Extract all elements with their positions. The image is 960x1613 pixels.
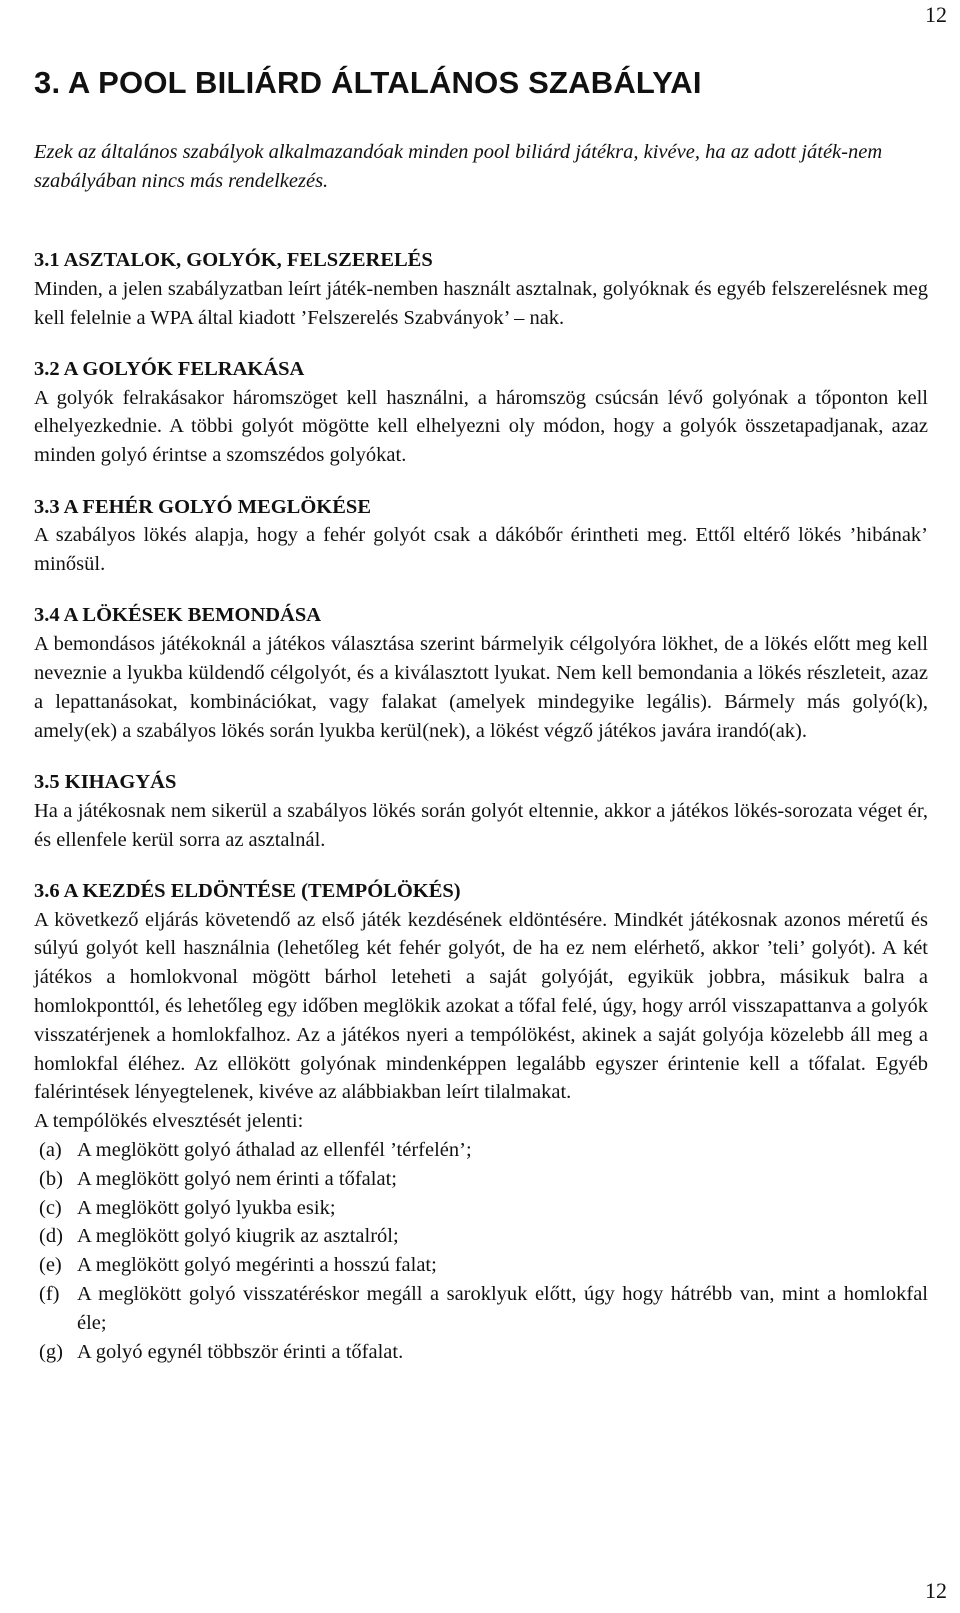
list-item-text: A golyó egynél többször érinti a tőfalat. [77,1340,404,1363]
loss-list [34,1136,928,1366]
list-marker: (g) [39,1340,63,1363]
section-heading: 3.6 A KEZDÉS ELDÖNTÉSE (TEMPÓLÖKÉS) [34,879,461,902]
list-marker: (e) [39,1254,62,1277]
list-item-text: A meglökött golyó lyukba esik; [77,1196,336,1219]
section-3-4 [34,601,928,745]
section-heading: 3.5 KIHAGYÁS [34,770,177,793]
section-text: A golyók felrakásakor háromszöget kell használni, a háromszög csúcsán lévő golyónak a tőponton kell elhelyezkednie. A többi golyót mögötte kell elhelyezni oly módon, hogy a golyók összetapadjanak, azaz minden golyó érintse a szomszédos golyókat. [34,386,928,467]
list-marker: (f) [39,1283,60,1305]
section-text: Minden, a jelen szabályzatban leírt játék-nemben használt asztalnak, golyóknak és egyéb felszerelésnek meg kell felelnie a WPA által kiadott ’Felszerelés Szabványok’ – nak. [34,277,928,329]
section-3-6 [34,877,928,1367]
loss-list-intro: A tempólökés elvesztését jelenti: [34,1110,304,1133]
section-heading: 3.4 A LÖKÉSEK BEMONDÁSA [34,604,322,627]
list-item-text: A meglökött golyó visszatéréskor megáll a saroklyuk előtt, úgy hogy hátrébb van, mint a homlokfal éle; [77,1283,928,1334]
list-item-text: A meglökött golyó kiugrik az asztalról; [77,1225,399,1248]
list-item [34,1222,928,1251]
list-marker: (d) [39,1225,63,1248]
page-title: 3. A POOL BILIÁRD ÁLTALÁNOS SZABÁLYAI [34,65,702,100]
section-text: A bemondásos játékoknál a játékos választása szerint bármelyik célgolyóra lökhet, de a lökés előtt meg kell neveznie a lyukba küldendő célgolyót, és a kiválasztott lyukat. Nem kell bemondania a lökés részleteit, azaz a lepattanásokat, kombinációkat, vagy falakat (amelyek mindegyike legális). Bármely más golyó(k), amely(ek) a szabályos lökés során lyukba kerül(nek), a lökést végző játékos javára irandó(ak). [34,633,928,742]
section-3-5 [34,768,928,854]
list-item-text: A meglökött golyó nem érinti a tőfalat; [77,1167,397,1190]
list-item-text: A meglökött golyó megérinti a hosszú falat; [77,1254,437,1277]
list-item [34,1280,928,1338]
intro-paragraph: Ezek az általános szabályok alkalmazandóak minden pool biliárd játékra, kivéve, ha az adott játék-nem szabályában nincs más rendelkezés. [34,141,883,192]
section-3-3 [34,493,928,579]
section-text: Ha a játékosnak nem sikerül a szabályos lökés során golyót eltennie, akkor a játékos lökés-sorozata véget ér, és ellenfele kerül sorra az asztalnál. [34,799,928,851]
page-number-top: 12 [925,2,947,27]
list-item [34,1338,928,1367]
section-3-2 [34,355,928,470]
list-item [34,1165,928,1194]
list-item-text: A meglökött golyó áthalad az ellenfél ’térfelén’; [77,1139,472,1162]
document-body [34,246,928,1366]
section-heading: 3.2 A GOLYÓK FELRAKÁSA [34,357,305,380]
list-marker: (b) [39,1167,63,1190]
section-heading: 3.1 ASZTALOK, GOLYÓK, FELSZERELÉS [34,249,433,271]
list-marker: (a) [39,1139,62,1162]
section-text: A következő eljárás követendő az első játék kezdésének eldöntésére. Mindkét játékosnak azonos méretű és súlyú golyót kell használnia (lehetőleg két fehér golyót, de ha ez nem elérhető, akkor ’teli’ golyót). A két játékos a homlokvonal mögött bárhol leteheti a saját golyóját, egyikük jobbra, másikuk balra a homlokponttól, és lehetőleg egy időben meglökik azokat a tőfal felé, úgy, hogy arról visszapattanva a golyók visszatérjenek a homlokfalhoz. Az a játékos nyeri a tempólökést, akinek a saját golyója közelebb áll meg a homlokfal éléhez. Az ellökött golyónak mindenképpen legalább egyszer érintenie kell a tőfalat. Egyéb falérintések lényegtelenek, kivéve az alábbiakban leírt tilalmakat. [34,908,928,1104]
page-number-bottom: 12 [925,1578,947,1603]
list-item [34,1251,928,1280]
section-3-1 [34,246,928,332]
section-text: A szabályos lökés alapja, hogy a fehér golyót csak a dákóbőr érintheti meg. Ettől eltérő lökés ’hibának’ minősül. [34,524,928,576]
section-heading: 3.3 A FEHÉR GOLYÓ MEGLÖKÉSE [34,495,371,518]
list-item [34,1136,928,1165]
list-item [34,1194,928,1223]
list-marker: (c) [39,1196,62,1219]
